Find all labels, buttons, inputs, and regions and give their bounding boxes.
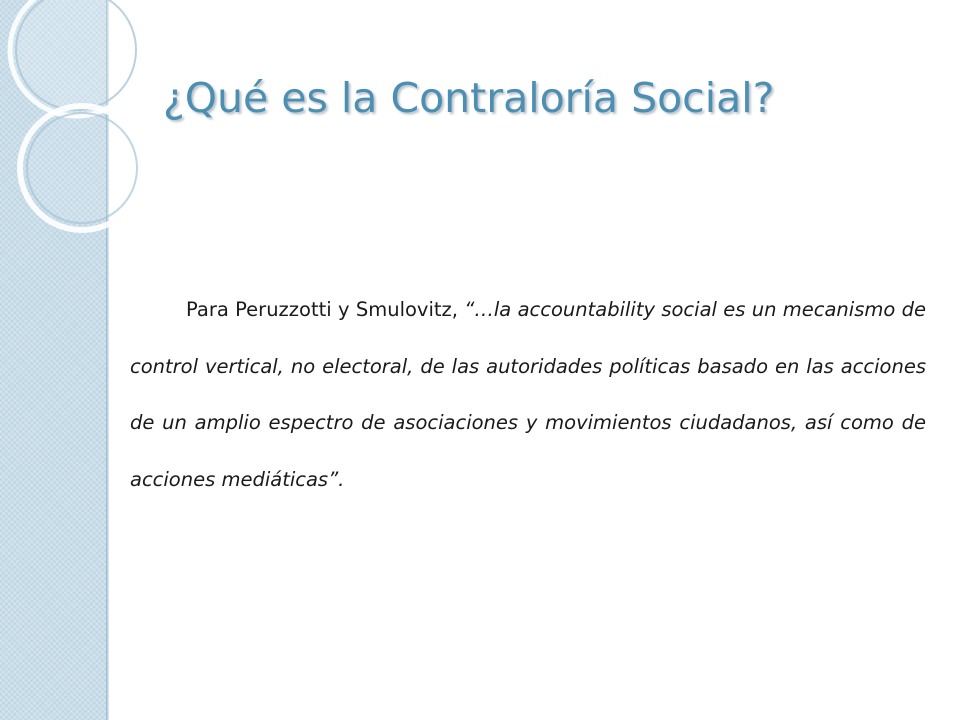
decorative-ring-small-inner	[27, 113, 137, 223]
body-quote-text: “…la accountability social es un mecanismo de control vertical, no electoral, de las autoridades políticas basado en las acciones de un amplio espectro de asociaciones y movimientos ciudadanos, así como de acciones mediáticas”.	[130, 298, 926, 491]
slide-body-paragraph	[130, 282, 926, 508]
decorative-ring-large	[10, 0, 142, 116]
slide-title: ¿Qué es la Contraloría Social?	[163, 74, 775, 122]
body-intro-text: Para Peruzzotti y Smulovitz,	[186, 298, 465, 321]
decorative-rings	[0, 0, 140, 240]
